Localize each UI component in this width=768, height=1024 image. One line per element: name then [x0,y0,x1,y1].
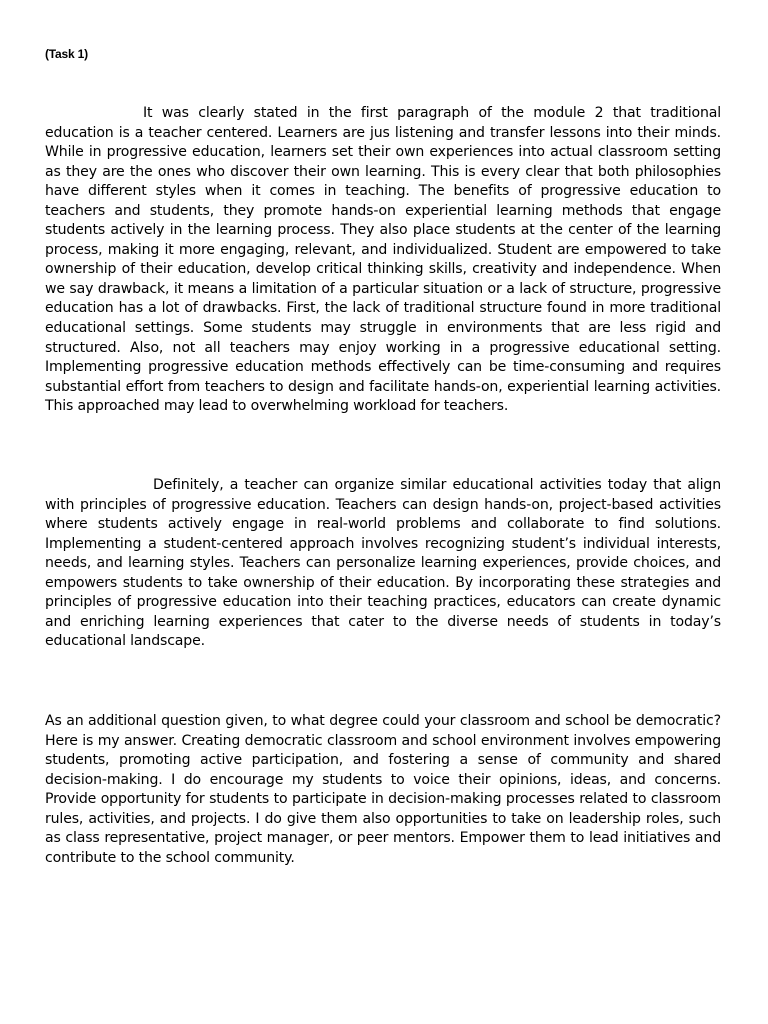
paragraph-democratic-classroom: As an additional question given, to what degree could your classroom and school be democratic? Here is my answer. Creating democratic classroom and school environment involves empowering students, promoting active participation, and fostering a sense of community and shared decision-making. I do encourage my students to voice their opinions, ideas, and concerns. Provide opportunity for students to participate in decision-making processes related to classroom rules, activities, and projects. I do give them also opportunities to take on leadership roles, such as class representative, project manager, or peer mentors. Empower them to lead initiatives and contribute to the school community. [45,713,721,866]
task-label: (Task 1) [45,47,88,61]
paragraph-progressive-activities: Definitely, a teacher can organize similar educational activities today that align with principles of progressive education. Teachers can design hands-on, project-based activities where students actively engage in real-world problems and collaborate to find solutions. Implementing a student-centered approach involves recognizing student’s individual interests, needs, and learning styles. Teachers can personalize learning experiences, provide choices, and empowers students to take ownership of their education. By incorporating these strategies and principles of progressive education into their teaching practices, educators can create dynamic and enriching learning experiences that cater to the diverse needs of students in today’s educational landscape. [45,477,721,650]
paragraph-traditional-vs-progressive: It was clearly stated in the first paragraph of the module 2 that traditional education is a teacher centered. Learners are jus listening and transfer lessons into their minds. While in progressive education, learners set their own experiences into actual classroom setting as they are the ones who discover their own learning. This is every clear that both philosophies have different styles when it comes in teaching. The benefits of progressive education to teachers and students, they promote hands-on experiential learning methods that engage students actively in the learning process. They also place students at the center of the learning process, making it more engaging, relevant, and individualized. Student are empowered to take ownership of their education, develop critical thinking skills, creativity and independence. When we say drawback, it means a limitation of a particular situation or a lack of structure, progressive education has a lot of drawbacks. First, the lack of traditional structure found in more traditional educational settings. Some students may struggle in environments that are less rigid and structured. Also, not all teachers may enjoy working in a progressive educational setting. Implementing progressive education methods effectively can be time-consuming and requires substantial effort from teachers to design and facilitate hands-on, experiential learning activities. This approached may lead to overwhelming workload for teachers. [45,105,721,415]
